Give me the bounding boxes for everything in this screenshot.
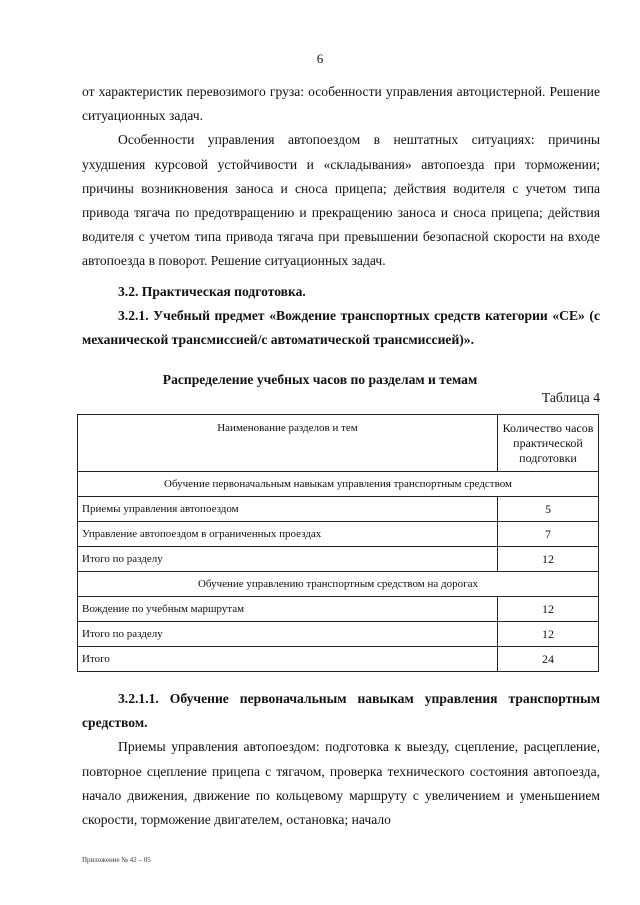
paragraph-techniques: Приемы управления автопоездом: подготовка к выезду, сцепление, расцепление, повторное сцепление прицепа с тягачом, проверка технического состояния автопоезда, начало движения, движение по кольцевому маршруту с увеличением и уменьшением скорости, торможение двигателем, остановка; начало [82, 739, 600, 828]
hours-table [77, 414, 599, 672]
topic-name-cell: Приемы управления автопоездом [78, 497, 498, 522]
table-row [78, 547, 599, 572]
hours-cell: 12 [498, 597, 599, 622]
table-row [78, 647, 599, 672]
table-section-row [78, 472, 599, 497]
section-title-cell: Обучение первоначальным навыкам управления транспортным средством [78, 472, 599, 497]
hours-cell: 12 [498, 547, 599, 572]
topic-name-cell: Вождение по учебным маршрутам [78, 597, 498, 622]
table-header-row [78, 415, 599, 472]
paragraph-emergency: Особенности управления автопоездом в нештатных ситуациях: причины ухудшения курсовой устойчивости и «складывания» автопоезда при торможении; причины возникновения заноса и сноса прицепа; действия водителя с учетом типа привода тягача по предотвращению и прекращению заноса и сноса прицепа; действия водителя с учетом типа привода тягача при превышении безопасной скорости на входе автопоезда в поворот. Решение ситуационных задач. [82, 132, 600, 269]
section-title-cell: Обучение управлению транспортным средством на дорогах [78, 572, 599, 597]
topic-name-cell: Итого [78, 647, 498, 672]
footer-note: Приложение № 42 – 05 [82, 856, 151, 864]
paragraph-cargo: от характеристик перевозимого груза: особенности управления автоцистерной. Решение ситуационных задач. [82, 84, 600, 124]
header-hours-cell: Количество часов практической подготовки [498, 415, 599, 472]
page-number: 6 [316, 51, 324, 66]
table-row [78, 497, 599, 522]
heading-basic-skills: 3.2.1.1. Обучение первоначальным навыкам управления транспортным средством. [82, 691, 600, 731]
table-caption: Распределение учебных часов по разделам и темам [162, 372, 478, 387]
topic-name-cell: Управление автопоездом в ограниченных проездах [78, 522, 498, 547]
body-text-top [82, 80, 600, 274]
table-row [78, 522, 599, 547]
table-row [78, 597, 599, 622]
table-section-row [78, 572, 599, 597]
table-label: Таблица 4 [541, 390, 600, 405]
section-practical [82, 280, 600, 353]
topic-name-cell: Итого по разделу [78, 622, 498, 647]
section-basic-skills [82, 687, 600, 832]
topic-name-cell: Итого по разделу [78, 547, 498, 572]
hours-cell: 12 [498, 622, 599, 647]
hours-cell: 24 [498, 647, 599, 672]
heading-driving-subject: 3.2.1. Учебный предмет «Вождение транспортных средств категории «СЕ» (с механической трансмиссией/с автоматической трансмиссией)». [82, 308, 600, 348]
header-name-cell: Наименование разделов и тем [78, 415, 498, 472]
table-row [78, 622, 599, 647]
hours-cell: 5 [498, 497, 599, 522]
heading-practical-training: 3.2. Практическая подготовка. [118, 284, 306, 299]
hours-cell: 7 [498, 522, 599, 547]
